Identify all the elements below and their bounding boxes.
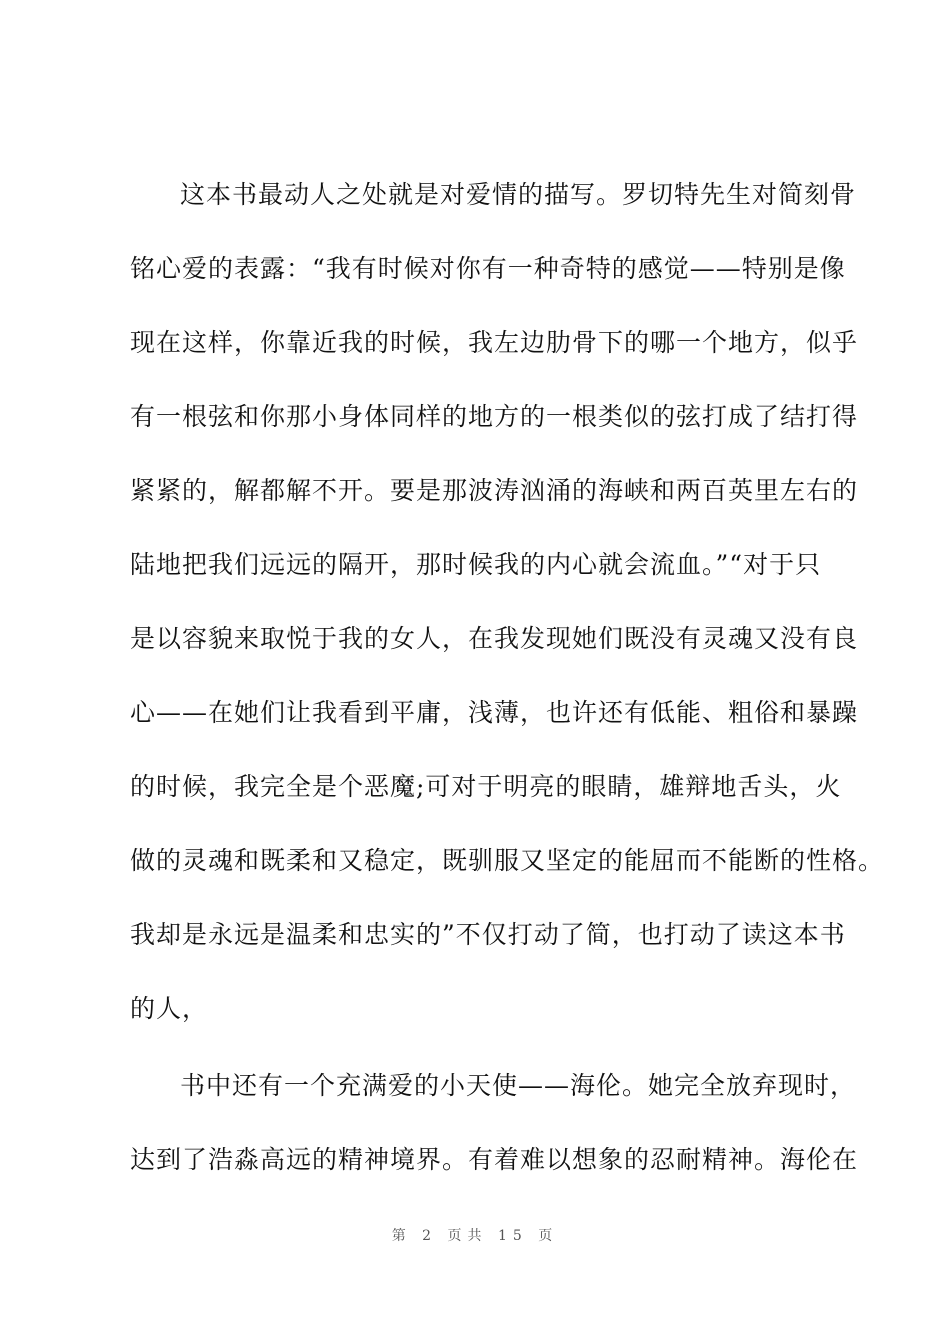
text-line: 的人， xyxy=(130,994,209,1023)
text-line: 我却是永远是温柔和忠实的”不仅打动了简，也打动了读这本书 xyxy=(130,920,846,949)
page-number-footer: 第 2 页共 15 页 xyxy=(391,1228,559,1244)
text-line: 达到了浩淼高远的精神境界。有着难以想象的忍耐精神。海伦在 xyxy=(130,1145,859,1174)
text-line: 做的灵魂和既柔和又稳定，既驯服又坚定的能屈而不能断的性格。 xyxy=(130,846,885,875)
text-line: 心——在她们让我看到平庸，浅薄，也许还有低能、粗俗和暴躁 xyxy=(130,698,859,727)
text-line: 有一根弦和你那小身体同样的地方的一根类似的弦打成了结打得 xyxy=(130,402,859,431)
text-line: 这本书最动人之处就是对爱情的描写。罗切特先生对简刻骨 xyxy=(180,180,857,209)
text-line: 的时候，我完全是个恶魔;可对于明亮的眼睛，雄辩地舌头，火 xyxy=(130,772,842,801)
text-line: 紧紧的，解都解不开。要是那波涛汹涌的海峡和两百英里左右的 xyxy=(130,476,859,505)
text-line: 书中还有一个充满爱的小天使——海伦。她完全放弃现时， xyxy=(180,1071,857,1100)
text-line: 铭心爱的表露：“我有时候对你有一种奇特的感觉——特别是像 xyxy=(130,254,846,283)
text-line: 现在这样，你靠近我的时候，我左边肋骨下的哪一个地方，似乎 xyxy=(130,328,859,357)
text-line: 是以容貌来取悦于我的女人，在我发现她们既没有灵魂又没有良 xyxy=(130,624,859,653)
text-line: 陆地把我们远远的隔开，那时候我的内心就会流血。”“对于只 xyxy=(130,550,822,579)
